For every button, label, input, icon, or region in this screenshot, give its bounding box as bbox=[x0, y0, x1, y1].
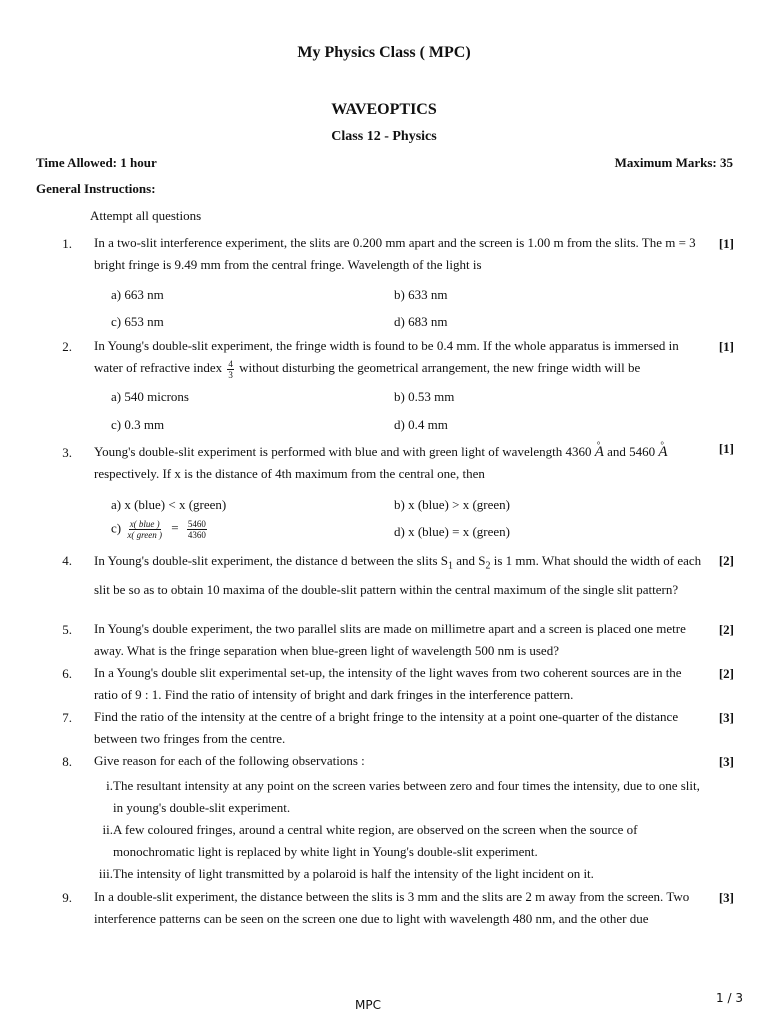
question-text: In a double-slit experiment, the distance between the slits is 3 mm and the slits are 2 m away from the screen. Two interference patterns can be seen on the screen one due to light with wavelength 480 nm, and the other due bbox=[94, 889, 690, 926]
marks-badge: [2] bbox=[718, 666, 734, 681]
angstrom-symbol: ° A bbox=[658, 444, 667, 460]
footer-label: MPC bbox=[355, 998, 381, 1012]
question-text bbox=[94, 549, 706, 602]
option-b: b) 0.53 mm bbox=[394, 389, 455, 404]
marks-badge: [2] bbox=[718, 622, 734, 637]
marks-badge: [2] bbox=[718, 553, 734, 568]
fraction-numerator: x( blue ) bbox=[129, 519, 160, 529]
sub-item-text: A few coloured fringes, around a central white region, are observed on the screen when the source of monochromatic light is replaced by white light in Young's double-slit experiment. bbox=[113, 822, 638, 859]
marks-badge: [1] bbox=[718, 339, 734, 354]
option-label: c) bbox=[111, 520, 122, 536]
option-d: d) x (blue) = x (green) bbox=[394, 524, 510, 539]
fraction-denominator: 3 bbox=[228, 369, 233, 380]
option-c: c) 0.3 mm bbox=[111, 417, 165, 432]
sub-item-text: The resultant intensity at any point on the screen varies between zero and four times the intensity, due to one slit, in young's double-slit experiment. bbox=[113, 778, 700, 815]
question-text bbox=[94, 335, 706, 380]
option-a: a) 663 nm bbox=[111, 287, 164, 302]
question-number: 8. bbox=[62, 754, 72, 769]
question-text-part: and 5460 bbox=[607, 444, 656, 459]
question-text: In a Young's double slit experimental set-up, the intensity of the light waves from two coherent sources are in the ratio of 9 : 1. Find the ratio of intensity of bright and dark fringes in the interference pattern. bbox=[94, 665, 682, 702]
option-a: a) 540 microns bbox=[111, 389, 189, 404]
fraction-denominator: x( green ) bbox=[127, 530, 163, 540]
page-title: WAVEOPTICS bbox=[331, 101, 437, 118]
angstrom-symbol: ° A bbox=[595, 444, 604, 460]
instruction-item: Attempt all questions bbox=[90, 208, 202, 223]
question-text-part: without disturbing the geometrical arrangement, the new fringe width will be bbox=[239, 360, 641, 375]
class-name-heading: My Physics Class ( MPC) bbox=[297, 44, 471, 61]
sub-item bbox=[94, 819, 706, 863]
option-a: a) x (blue) < x (green) bbox=[111, 497, 227, 512]
question-text: Give reason for each of the following observations : bbox=[94, 753, 365, 768]
question-text-part: In Young's double-slit experiment, the distance d between the slits S bbox=[94, 553, 449, 568]
question-text-part: Young's double-slit experiment is performed with blue and with green light of wavelength 4360 bbox=[94, 444, 592, 459]
fraction bbox=[126, 519, 163, 540]
question-number: 5. bbox=[62, 622, 72, 637]
sub-item-number: ii. bbox=[102, 822, 113, 837]
question-text bbox=[94, 441, 706, 485]
class-line: Class 12 - Physics bbox=[331, 129, 437, 144]
instructions-heading: General Instructions: bbox=[36, 181, 156, 196]
question-text: Find the ratio of the intensity at the centre of a bright fringe to the intensity at a point one-quarter of the distance between two fringes from the centre. bbox=[94, 709, 679, 746]
question-number: 6. bbox=[62, 666, 72, 681]
option-c: c) 653 nm bbox=[111, 314, 164, 329]
question-text-part: and S bbox=[456, 553, 486, 568]
sub-item bbox=[94, 863, 706, 885]
fraction-numerator: 5460 bbox=[187, 519, 206, 529]
marks-badge: [3] bbox=[718, 710, 734, 725]
question-number: 1. bbox=[62, 236, 72, 251]
sub-item-number: iii. bbox=[98, 866, 113, 881]
equals-sign: = bbox=[171, 520, 179, 536]
marks-badge: [3] bbox=[718, 890, 734, 905]
fraction bbox=[227, 359, 234, 380]
question-text-part: respectively. If x is the distance of 4th maximum from the central one, then bbox=[94, 466, 485, 481]
option-b: b) x (blue) > x (green) bbox=[394, 497, 510, 512]
sub-item-text: The intensity of light transmitted by a polaroid is half the intensity of the light incident on it. bbox=[113, 866, 594, 881]
page-number: 1 / 3 bbox=[716, 991, 743, 1005]
question-number: 2. bbox=[62, 339, 72, 354]
question-text-part: In Young's double-slit experiment, the fringe width is found to be 0.4 mm. If the whole apparatus is immersed in water of refractive index bbox=[94, 338, 679, 375]
marks-badge: [3] bbox=[718, 754, 734, 769]
fraction bbox=[187, 519, 207, 540]
option-b: b) 633 nm bbox=[394, 287, 448, 302]
sub-item-number: i. bbox=[106, 778, 113, 793]
option-d: d) 683 nm bbox=[394, 314, 448, 329]
fraction-numerator: 4 bbox=[228, 358, 233, 369]
time-allowed: Time Allowed: 1 hour bbox=[36, 155, 157, 170]
option-d: d) 0.4 mm bbox=[394, 417, 448, 432]
max-marks: Maximum Marks: 35 bbox=[614, 155, 733, 170]
fraction-denominator: 4360 bbox=[187, 530, 206, 540]
question-text: In Young's double experiment, the two parallel slits are made on millimetre apart and a screen is placed one metre away. What is the fringe separation when blue-green light of wavelength 500 nm is used? bbox=[94, 621, 686, 658]
question-text-part: is 1 mm. What should the width of each slit be so as to obtain 10 maxima of the double-slit pattern within the central maximum of the single slit pattern? bbox=[94, 553, 702, 598]
question-number: 7. bbox=[62, 710, 72, 725]
marks-badge: [1] bbox=[718, 236, 734, 251]
sub-item bbox=[94, 775, 706, 819]
subscript: 2 bbox=[485, 560, 491, 572]
marks-badge: [1] bbox=[718, 441, 734, 456]
question-number: 4. bbox=[62, 553, 72, 568]
question-number: 9. bbox=[62, 890, 72, 905]
question-text: In a two-slit interference experiment, the slits are 0.200 mm apart and the screen is 1.00 m from the slits. The m = 3 bright fringe is 9.49 mm from the central fringe. Wavelength of the light is bbox=[94, 235, 696, 272]
subscript: 1 bbox=[448, 560, 454, 572]
question-number: 3. bbox=[62, 445, 72, 460]
option-c bbox=[111, 519, 209, 540]
